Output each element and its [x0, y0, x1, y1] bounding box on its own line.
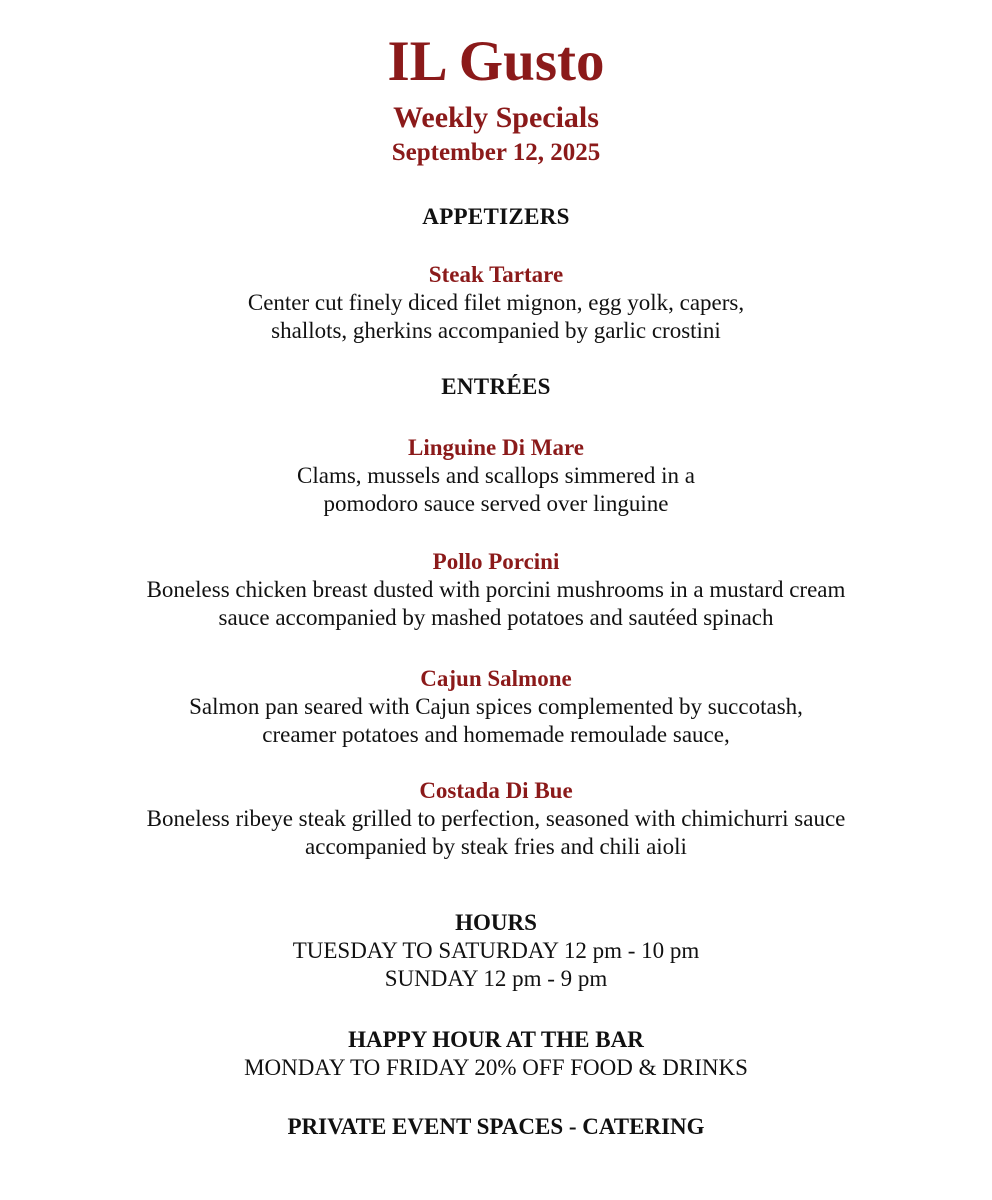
section-heading-entrees: ENTRÉES: [441, 374, 551, 399]
item-description-line: sauce accompanied by mashed potatoes and sautéed spinach: [218, 605, 774, 630]
item-name: Costada Di Bue: [419, 778, 573, 803]
menu-date: September 12, 2025: [391, 139, 601, 166]
item-description-line: creamer potatoes and homemade remoulade sauce,: [262, 722, 730, 747]
section-heading-appetizers: APPETIZERS: [422, 204, 570, 229]
item-name: Cajun Salmone: [420, 666, 572, 691]
item-description-line: Boneless ribeye steak grilled to perfection, seasoned with chimichurri sauce: [146, 806, 846, 831]
item-description-line: accompanied by steak fries and chili aioli: [305, 834, 687, 859]
hours-block: [0, 909, 992, 993]
item-description-line: Boneless chicken breast dusted with porcini mushrooms in a mustard cream: [146, 577, 846, 602]
private-events-block: [0, 1113, 992, 1141]
hours-line: SUNDAY 12 pm - 9 pm: [384, 966, 608, 991]
hours-heading: HOURS: [455, 910, 537, 935]
menu-item-steak-tartare: [0, 261, 992, 345]
hours-line: TUESDAY TO SATURDAY 12 pm - 10 pm: [292, 938, 700, 963]
item-name: Pollo Porcini: [432, 549, 560, 574]
item-description-line: Clams, mussels and scallops simmered in a: [297, 463, 695, 488]
menu-item-linguine-di-mare: [0, 434, 992, 518]
menu-subtitle: Weekly Specials: [393, 101, 599, 134]
menu-item-pollo-porcini: [0, 548, 992, 632]
happy-hour-heading: HAPPY HOUR AT THE BAR: [348, 1027, 644, 1052]
item-name: Linguine Di Mare: [408, 435, 584, 460]
item-name: Steak Tartare: [428, 262, 564, 287]
item-description-line: pomodoro sauce served over linguine: [323, 491, 669, 516]
happy-hour-block: [0, 1026, 992, 1082]
menu-item-cajun-salmone: [0, 665, 992, 749]
item-description-line: shallots, gherkins accompanied by garlic crostini: [271, 318, 721, 343]
menu-item-costada-di-bue: [0, 777, 992, 861]
item-description-line: Center cut finely diced filet mignon, egg yolk, capers,: [247, 290, 745, 315]
restaurant-name: IL Gusto: [387, 30, 605, 93]
private-events-line: PRIVATE EVENT SPACES - CATERING: [287, 1114, 705, 1139]
happy-hour-line: MONDAY TO FRIDAY 20% OFF FOOD & DRINKS: [244, 1055, 748, 1080]
item-description-line: Salmon pan seared with Cajun spices complemented by succotash,: [189, 694, 803, 719]
